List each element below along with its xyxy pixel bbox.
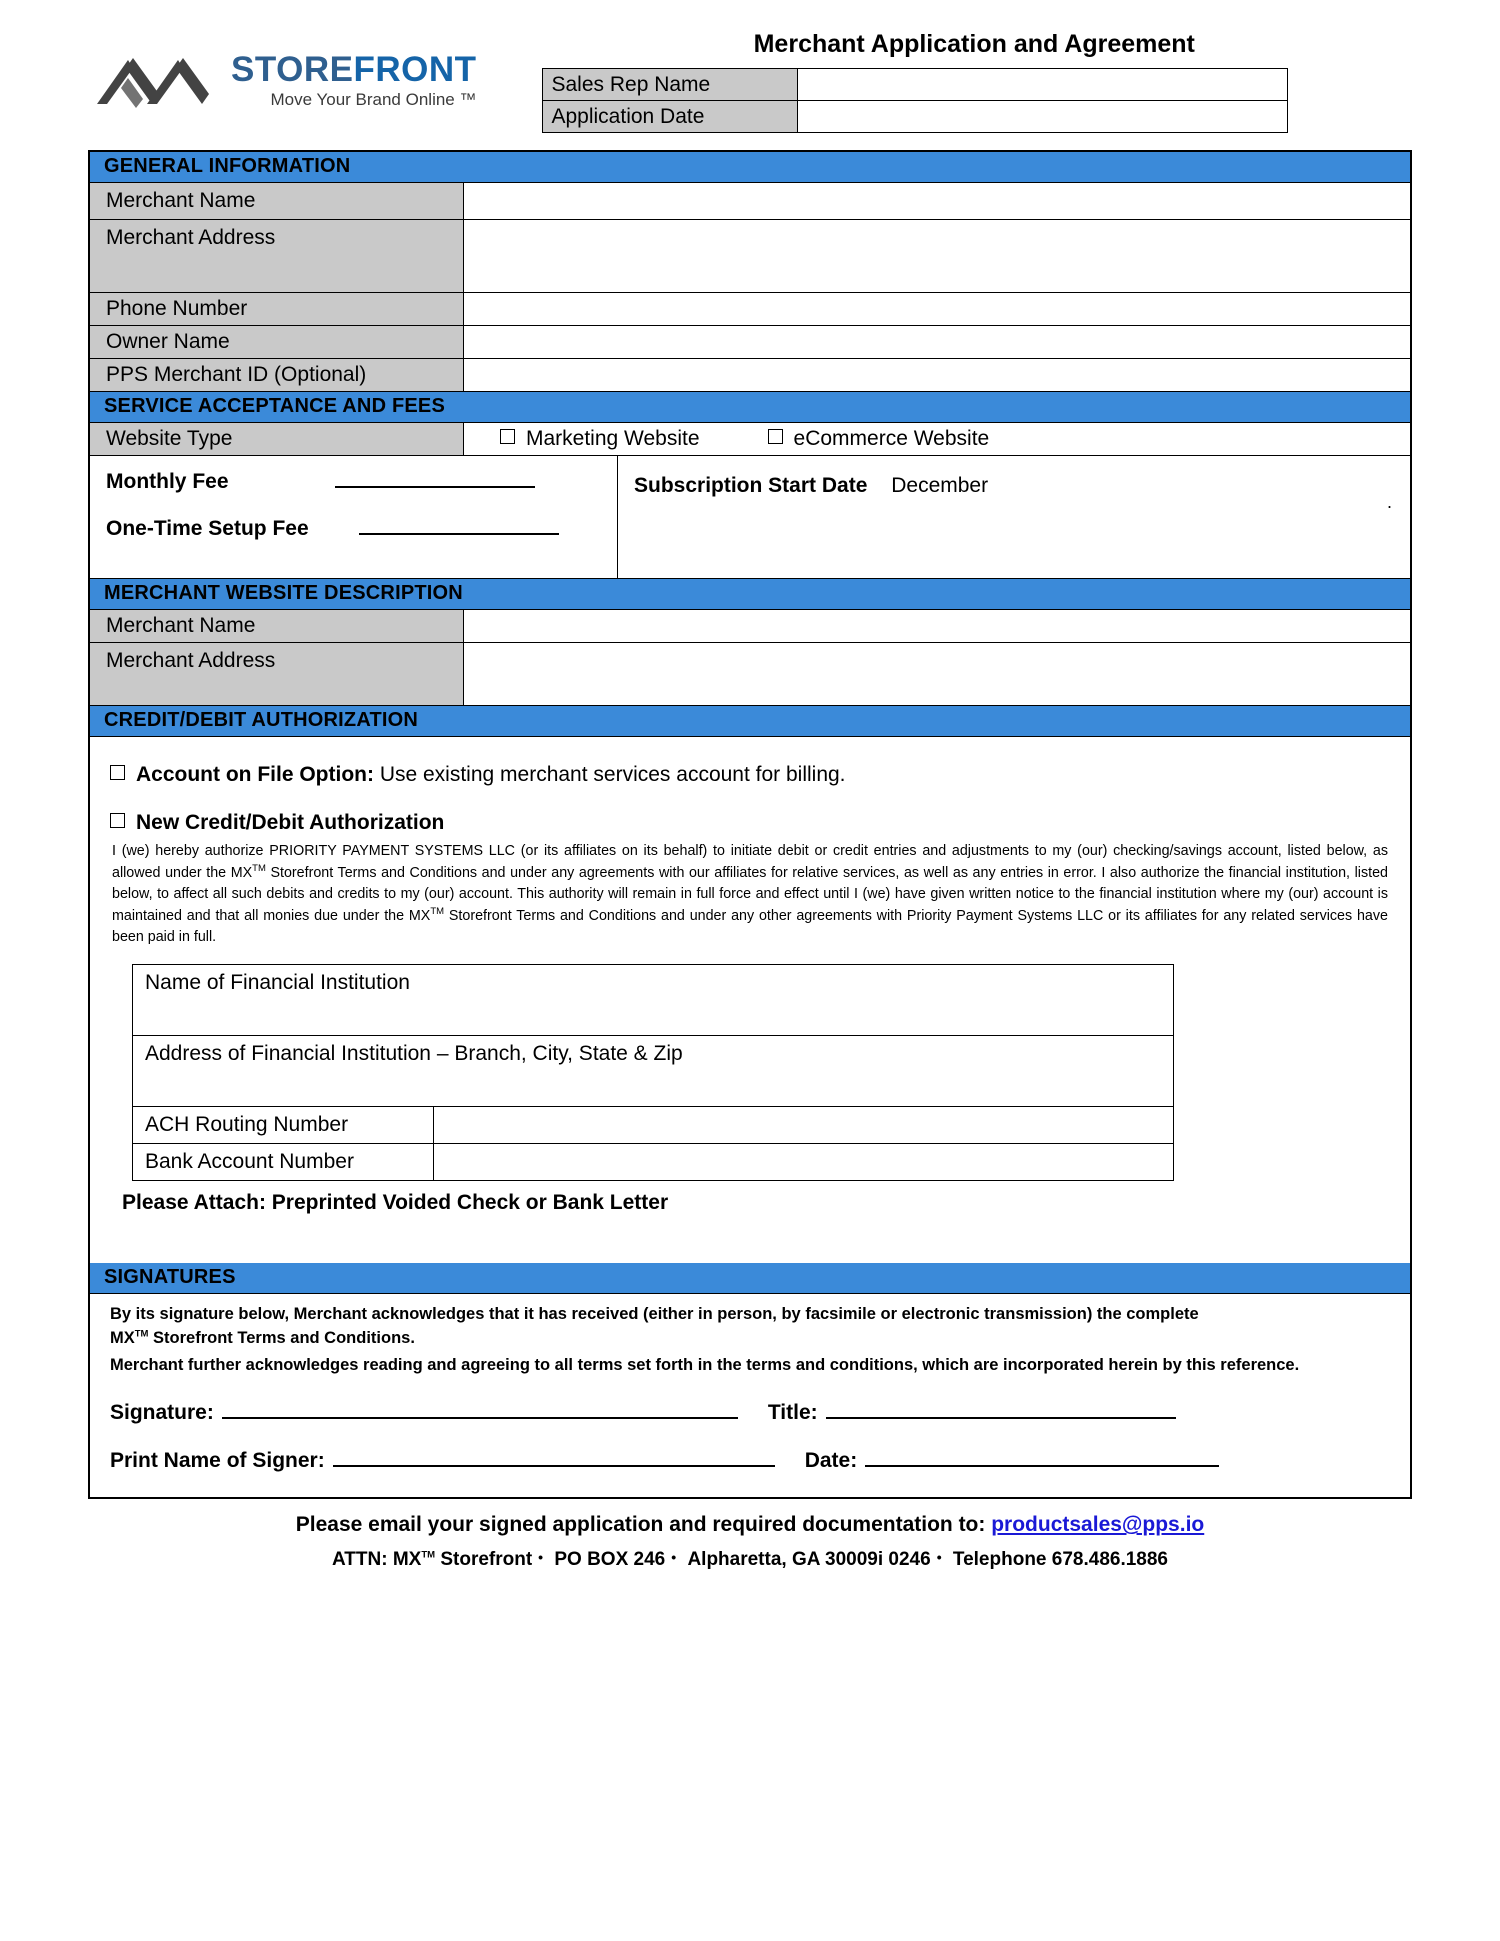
- account-on-file-label: Account on File Option:: [136, 763, 374, 786]
- footer-email-line: [0, 1513, 1500, 1537]
- checkbox-ecommerce-website-icon[interactable]: [768, 429, 783, 444]
- website-type-option-ecommerce-label: eCommerce Website: [793, 427, 990, 450]
- brand-name: [231, 52, 476, 87]
- owner-name-label: Owner Name: [90, 326, 464, 358]
- section-header-signatures: SIGNATURES: [90, 1263, 1410, 1294]
- footer-pobox: PO BOX 246: [554, 1549, 666, 1571]
- trademark-superscript-1: TM: [252, 863, 266, 875]
- fees-left-column: [90, 456, 618, 578]
- print-name-label: Print Name of Signer:: [110, 1449, 325, 1473]
- website-type-options: [464, 423, 1410, 455]
- checkbox-account-on-file-icon[interactable]: [110, 765, 125, 780]
- phone-number-label: Phone Number: [90, 293, 464, 325]
- sales-rep-name-label: Sales Rep Name: [543, 69, 798, 101]
- financial-institution-table: [132, 964, 1174, 1181]
- one-time-setup-fee-label: One-Time Setup Fee: [106, 517, 309, 540]
- signature-input[interactable]: [222, 1402, 738, 1419]
- website-type-option-marketing-label: Marketing Website: [526, 427, 700, 450]
- one-time-setup-fee-input[interactable]: [359, 517, 559, 535]
- section-header-credit-debit-authorization: CREDIT/DEBIT AUTHORIZATION: [90, 706, 1410, 737]
- section-header-general-information: GENERAL INFORMATION: [90, 152, 1410, 183]
- section-header-merchant-website-description: MERCHANT WEBSITE DESCRIPTION: [90, 579, 1410, 610]
- checkbox-marketing-website-icon[interactable]: [500, 429, 515, 444]
- website-type-option-marketing[interactable]: [500, 427, 700, 451]
- monthly-fee-label: Monthly Fee: [106, 470, 229, 493]
- acknowledgement-line-2: [110, 1328, 1390, 1350]
- field-row-desc-merchant-address: [90, 643, 1410, 706]
- merchant-name-label: Merchant Name: [90, 183, 464, 219]
- monthly-fee-line: [106, 470, 617, 517]
- brand-name-part1: STORE: [231, 50, 354, 89]
- subscription-start-date-trailing: .: [1386, 492, 1392, 512]
- field-row-desc-merchant-name: [90, 610, 1410, 643]
- subscription-start-date-value[interactable]: December: [891, 474, 989, 497]
- footer-bullet-1: •: [538, 1549, 544, 1566]
- bank-account-number-label: Bank Account Number: [133, 1143, 434, 1180]
- brand-logo: [95, 52, 476, 108]
- signatures-body: [90, 1294, 1410, 1498]
- footer-bullet-2: •: [671, 1549, 677, 1566]
- acknowledgement-line-3: Merchant further acknowledges reading and agreeing to all terms set forth in the terms and conditions, which are incorporated herein by this reference.: [110, 1356, 1300, 1375]
- signature-row: [110, 1401, 1390, 1425]
- authorization-paragraph-part-b: Storefront Terms and Conditions and under any agreements with our affiliates for relative services, as well as any entries in error. I also authorize the financial institution, listed below, to affect all such debits and credits to my (our) account. This authority will remain in full force and effect until I (we) have given written notice to the financial institution where my (our) account is maintained and that all monies due under the MX: [112, 864, 1388, 924]
- credit-debit-body: [90, 737, 1410, 1263]
- date-input[interactable]: [865, 1450, 1219, 1467]
- field-row-owner-name: [90, 326, 1410, 359]
- footer-attn-post: Storefront: [435, 1549, 533, 1571]
- pps-merchant-id-input[interactable]: [464, 359, 1410, 391]
- application-form: [88, 150, 1412, 1499]
- table-row: [133, 964, 1174, 1035]
- brand-wordmark: [231, 52, 476, 108]
- new-authorization-label: New Credit/Debit Authorization: [136, 811, 445, 834]
- credit-section-spacer: [110, 1215, 1390, 1249]
- header-fields-table: [542, 68, 1288, 133]
- page-header: [0, 0, 1500, 130]
- subscription-start-date-cell: [618, 456, 1410, 578]
- date-label: Date:: [804, 1449, 858, 1473]
- print-name-row: [110, 1449, 1390, 1473]
- signature-label: Signature:: [110, 1401, 214, 1425]
- section-header-service-acceptance-and-fees: SERVICE ACCEPTANCE AND FEES: [90, 392, 1410, 423]
- title-input[interactable]: [826, 1402, 1176, 1419]
- field-row-merchant-name: [90, 183, 1410, 220]
- table-row: [543, 69, 1288, 101]
- field-row-pps-merchant-id: [90, 359, 1410, 392]
- fees-row: [90, 456, 1410, 579]
- field-row-website-type: [90, 423, 1410, 456]
- website-type-label: Website Type: [90, 423, 464, 455]
- monthly-fee-input[interactable]: [335, 470, 535, 488]
- pps-merchant-id-label: PPS Merchant ID (Optional): [90, 359, 464, 391]
- footer-attn-pre: ATTN: MX: [331, 1549, 422, 1571]
- application-date-input[interactable]: [798, 101, 1288, 133]
- merchant-address-label: Merchant Address: [90, 220, 464, 292]
- header-right: [520, 30, 1440, 133]
- authorization-paragraph-part-a: I (we) hereby authorize PRIORITY PAYMENT SYSTEMS LLC (or its affiliates on its behalf) to initiate debit or credit entries and adjustments to my (our) checking/savings account, listed below, as allowed under the MX: [112, 843, 1388, 881]
- trademark-superscript-2: TM: [430, 905, 445, 917]
- new-authorization-option[interactable]: [110, 811, 1390, 835]
- financial-institution-address-field[interactable]: Address of Financial Institution – Branch, City, State & Zip: [133, 1035, 1174, 1106]
- authorization-paragraph-part-c: Storefront Terms and Conditions and under any other agreements with Priority Payment Systems LLC or its affiliates for any related services have been paid in full.: [112, 907, 1388, 945]
- sales-rep-name-input[interactable]: [798, 69, 1288, 101]
- bank-account-number-input[interactable]: [434, 1143, 1174, 1180]
- print-name-input[interactable]: [333, 1450, 775, 1467]
- owner-name-input[interactable]: [464, 326, 1410, 358]
- page-footer: [0, 1513, 1500, 1571]
- table-row: [543, 101, 1288, 133]
- trademark-superscript-4: TM: [421, 1550, 436, 1562]
- page-title: Merchant Application and Agreement: [753, 30, 1195, 58]
- phone-number-input[interactable]: [464, 293, 1410, 325]
- footer-address-line: [0, 1549, 1500, 1571]
- website-type-option-ecommerce[interactable]: [768, 427, 990, 451]
- acknowledgement-line-2-post: Storefront Terms and Conditions.: [148, 1328, 415, 1347]
- mx-chevron-logo-icon: [95, 52, 223, 108]
- table-row: [133, 1143, 1174, 1180]
- footer-city-state-zip: Alpharetta, GA 30009i 0246: [687, 1549, 931, 1571]
- setup-fee-line: [106, 517, 617, 564]
- brand-tagline: Move Your Brand Online ™: [270, 90, 477, 109]
- field-row-merchant-address: [90, 220, 1410, 293]
- desc-merchant-name-input[interactable]: [464, 610, 1410, 642]
- field-row-phone-number: [90, 293, 1410, 326]
- acknowledgement-line-1: By its signature below, Merchant acknowledges that it has received (either in person, by facsimile or electronic transmission) the complete: [110, 1304, 1199, 1323]
- footer-telephone: Telephone 678.486.1886: [952, 1549, 1168, 1571]
- footer-email-instruction: Please email your signed application and required documentation to:: [295, 1513, 992, 1537]
- application-date-label: Application Date: [543, 101, 798, 133]
- title-label: Title:: [767, 1401, 818, 1425]
- checkbox-new-credit-debit-authorization-icon[interactable]: [110, 813, 125, 828]
- account-on-file-option[interactable]: [110, 763, 1390, 787]
- trademark-superscript-3: TM: [134, 1328, 149, 1340]
- table-row: [133, 1106, 1174, 1143]
- merchant-name-input[interactable]: [464, 183, 1410, 219]
- desc-merchant-name-label: Merchant Name: [90, 610, 464, 642]
- acknowledgement-line-2-pre: MX: [110, 1328, 135, 1347]
- ach-routing-number-input[interactable]: [434, 1106, 1174, 1143]
- table-row: [133, 1035, 1174, 1106]
- ach-routing-number-label: ACH Routing Number: [133, 1106, 434, 1143]
- authorization-paragraph: [112, 841, 1388, 948]
- footer-email-link[interactable]: productsales@pps.io: [991, 1513, 1205, 1537]
- desc-merchant-address-label: Merchant Address: [90, 643, 464, 705]
- attachment-note: Please Attach: Preprinted Voided Check or Bank Letter: [122, 1190, 669, 1214]
- footer-bullet-3: •: [936, 1549, 942, 1566]
- merchant-address-input[interactable]: [464, 220, 1410, 292]
- desc-merchant-address-input[interactable]: [464, 643, 1410, 705]
- account-on-file-description: Use existing merchant services account for billing.: [373, 763, 846, 786]
- financial-institution-name-field[interactable]: Name of Financial Institution: [133, 964, 1174, 1035]
- subscription-start-date-label: Subscription Start Date: [634, 474, 868, 497]
- brand-name-part2: FRONT: [353, 50, 477, 89]
